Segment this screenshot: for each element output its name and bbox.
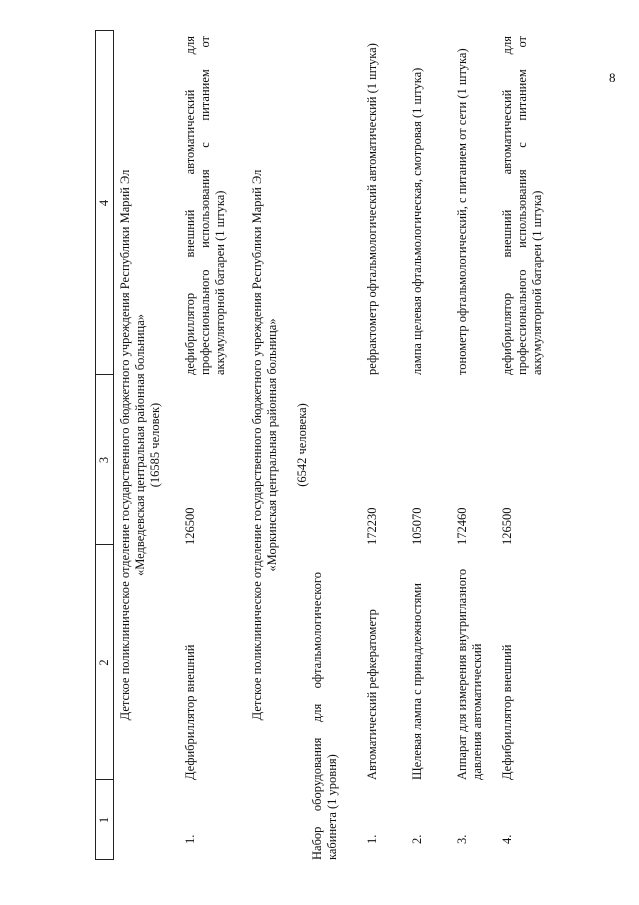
equipment-code: 172460	[455, 507, 469, 545]
equipment-code: 126500	[183, 507, 197, 545]
section-population: (16585 человек)	[148, 402, 162, 488]
equipment-description: рефрактометр офтальмологический автоматический (1 штука)	[365, 43, 379, 375]
row-number: 4.	[500, 834, 514, 844]
equipment-name: Автоматический рефкератометр	[365, 609, 379, 780]
equipment-description: дефибриллятор внешний автоматический для профессионального использования с питанием от аккумуляторной батареи (1 штука)	[183, 36, 227, 375]
section-heading: «Моркинская центральная районная больница»	[265, 318, 279, 572]
equipment-name: Аппарат для измерения внутриглазного давления автоматический	[455, 568, 484, 780]
equipment-name: Дефибриллятор внешний	[500, 644, 514, 780]
row-number: 1.	[365, 834, 379, 844]
equipment-code: 105070	[410, 507, 424, 545]
header-bottom-border	[113, 30, 114, 860]
equipment-code: 172230	[365, 507, 379, 545]
equipment-description: дефибриллятор внешний автоматический для профессионального использования с питанием от аккумуляторной батареи (1 штука)	[500, 36, 544, 375]
equipment-set-subheading: Набор оборудования для офтальмологического кабинета (1 уровня)	[310, 572, 339, 860]
row-number: 2.	[410, 834, 424, 844]
table-top-border	[95, 30, 96, 860]
equipment-description: тонометр офтальмологический, с питанием от сети (1 штука)	[455, 48, 469, 375]
column-header-4: 4	[97, 199, 111, 207]
section-population: (6542 человека)	[295, 403, 309, 487]
equipment-code: 126500	[500, 507, 514, 545]
column-header-1: 1	[97, 816, 111, 824]
section-heading: Детское поликлиническое отделение государственного бюджетного учреждения Республики Марий Эл	[250, 169, 264, 721]
section-heading: Детское поликлиническое отделение государственного бюджетного учреждения Республики Марий Эл	[118, 169, 132, 721]
column-header-3: 3	[97, 456, 111, 464]
equipment-name: Дефибриллятор внешний	[183, 644, 197, 780]
row-number: 3.	[455, 834, 469, 844]
page-number: 8	[609, 70, 616, 85]
section-heading: «Медведевская центральная районная больница»	[133, 313, 147, 577]
column-header-2: 2	[97, 659, 111, 666]
equipment-name: Щелевая лампа с принадлежностями	[410, 583, 424, 780]
row-number: 1.	[183, 834, 197, 844]
equipment-table	[95, 30, 577, 860]
equipment-description: лампа щелевая офтальмологическая, смотровая (1 штука)	[410, 67, 424, 375]
